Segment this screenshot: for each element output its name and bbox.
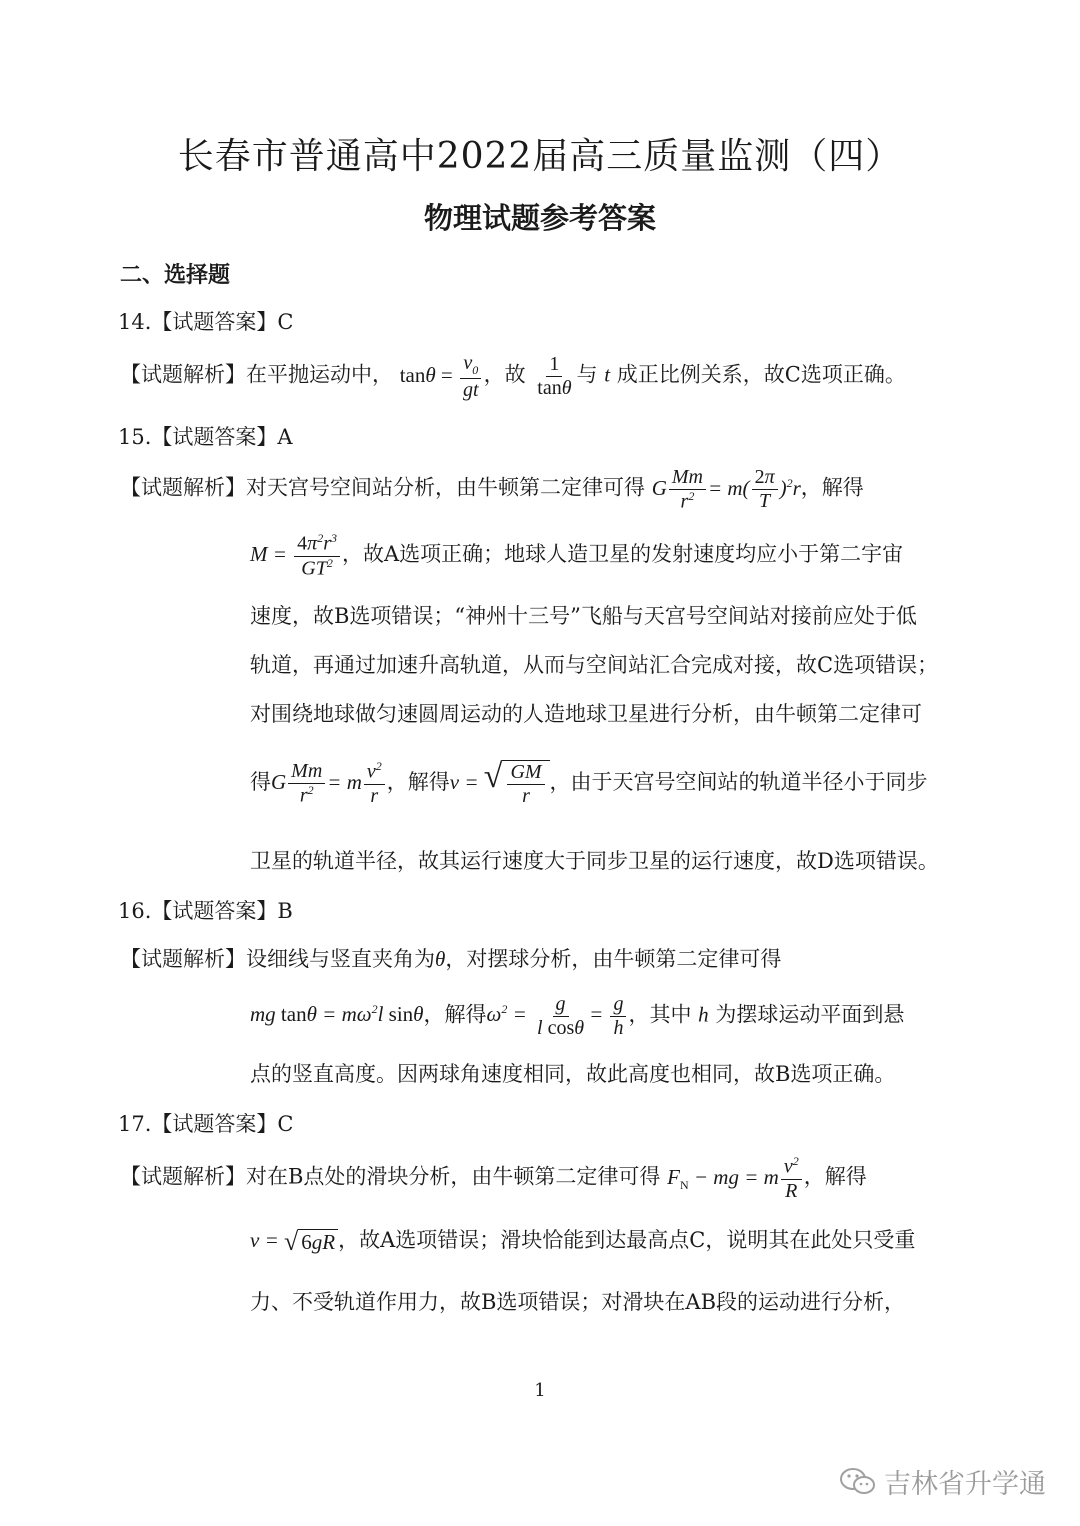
wechat-icon [838, 1466, 878, 1498]
q16-explanation-line-1 [120, 947, 781, 972]
q17-ex-label: 【试题解析】 [120, 1164, 246, 1189]
q15-text-2: ，故A选项正确；地球人造卫星的发射速度均应小于第二宇宙 [342, 541, 904, 566]
q16-ex-label: 【试题解析】 [120, 947, 246, 971]
q15-explanation-line-5: 对围绕地球做匀速圆周运动的人造地球卫星进行分析，由牛顿第二定律可 [250, 702, 922, 726]
q17-formula-normal-force: $F_N$ − mg = m $\frac{v^2}{R}$ [667, 1165, 804, 1189]
q14-var-t: t [604, 362, 611, 387]
q14-formula-tan: tanθ = $\frac{v_0}{gt}$ [400, 363, 484, 387]
q15-text-6b: ，解得 [386, 769, 450, 794]
q16-text-1a: 设细线与竖直夹角为 [246, 947, 435, 971]
q14-text-4: 成正比例关系，故C选项正确。 [616, 362, 906, 387]
q15-formula-velocity: v = √ $\frac{GM}{r}$ [450, 770, 550, 794]
q15-explanation-line-2 [250, 532, 903, 580]
q15-explanation-line-1 [120, 466, 864, 514]
q14-ex-label: 【试题解析】 [120, 362, 246, 387]
q17-text-2: ，故A选项错误；滑块恰能到达最高点C，说明其在此处只受重 [338, 1228, 916, 1252]
q17-answer: 17.【试题答案】C [118, 1112, 294, 1136]
q17-text-1b: ，解得 [803, 1164, 867, 1189]
page-title: 长春市普通高中2022届高三质量监测（四） [177, 136, 903, 177]
q14-answer: 14.【试题答案】C [118, 310, 294, 334]
q16-formula-omega: $\omega^2$ = $\frac{g}{\text{l cosθ}}$ = $\frac{g}{h}$ [487, 1002, 629, 1026]
q17-formula-velocity: v = √ 6 gR [250, 1228, 338, 1252]
section-heading: 二、选择题 [120, 263, 231, 288]
watermark-text: 吉林省升学通 [884, 1469, 1046, 1500]
q17-text-1a: 对在B点处的滑块分析，由牛顿第二定律可得 [246, 1164, 661, 1189]
q16-var-theta: θ [435, 947, 446, 971]
q15-explanation-line-4: 轨道，再通过加速升高轨道，从而与空间站汇合完成对接，故C选项错误； [250, 653, 939, 677]
q15-text-6a: 得 [250, 769, 271, 794]
q14-text-1: 在平抛运动中， [246, 362, 393, 387]
q14-explanation [120, 352, 906, 402]
q17-explanation-line-3: 力、不受轨道作用力，故B选项错误；对滑块在AB段的运动进行分析， [250, 1290, 906, 1314]
q15-text-1a: 对天宫号空间站分析，由牛顿第二定律可得 [246, 475, 645, 500]
q14-text-2: ，故 [483, 362, 526, 387]
q16-var-h: h [698, 1002, 709, 1027]
q14-text-3: 与 [576, 362, 598, 387]
watermark [838, 1462, 1046, 1501]
q15-formula-mass: M = $\frac{4\pi^2r^3}{GT^2}$ [250, 542, 342, 566]
q16-explanation-line-2 [250, 993, 904, 1040]
q15-text-1b: ，解得 [800, 475, 864, 500]
q15-explanation-line-6 [250, 760, 928, 808]
q16-text-2a: ，解得 [423, 1002, 487, 1027]
q15-ex-label: 【试题解析】 [120, 475, 246, 500]
q16-text-1b: ，对摆球分析，由牛顿第二定律可得 [445, 947, 782, 971]
q17-explanation-line-1 [120, 1155, 867, 1203]
q16-formula-force: mg $\tan\theta = m\omega^2l$ sinθ [250, 1002, 424, 1027]
q16-answer: 16.【试题答案】B [118, 899, 293, 923]
q15-explanation-line-3: 速度，故B选项错误；“神州十三号”飞船与天宫号空间站对接前应处于低 [250, 604, 917, 628]
q17-explanation-line-2 [250, 1228, 915, 1255]
q16-text-2c: 为摆球运动平面到悬 [715, 1002, 905, 1027]
q15-answer: 15.【试题答案】A [118, 425, 293, 449]
q16-text-2b: ，其中 [628, 1002, 692, 1027]
q14-formula-inv-tan: $\frac{1}{\tan\theta}$ [537, 352, 572, 399]
q15-text-6c: ，由于天宫号空间站的轨道半径小于同步 [549, 769, 928, 794]
q15-explanation-line-7: 卫星的轨道半径，故其运行速度大于同步卫星的运行速度，故D选项错误。 [250, 849, 939, 873]
q16-explanation-line-3: 点的竖直高度。因两球角速度相同，故此高度也相同，故B选项正确。 [250, 1062, 896, 1086]
page-subtitle: 物理试题参考答案 [423, 201, 656, 235]
q15-formula-circular: G $\frac{Mm}{r^2}$ = m $\frac{v^2}{r}$ [271, 770, 387, 794]
q15-formula-gravity: G $\frac{Mm}{r^2}$ = m( $\frac{2\pi}{T}$ )$^2$r [651, 466, 801, 513]
page-number: 1 [534, 1380, 546, 1401]
